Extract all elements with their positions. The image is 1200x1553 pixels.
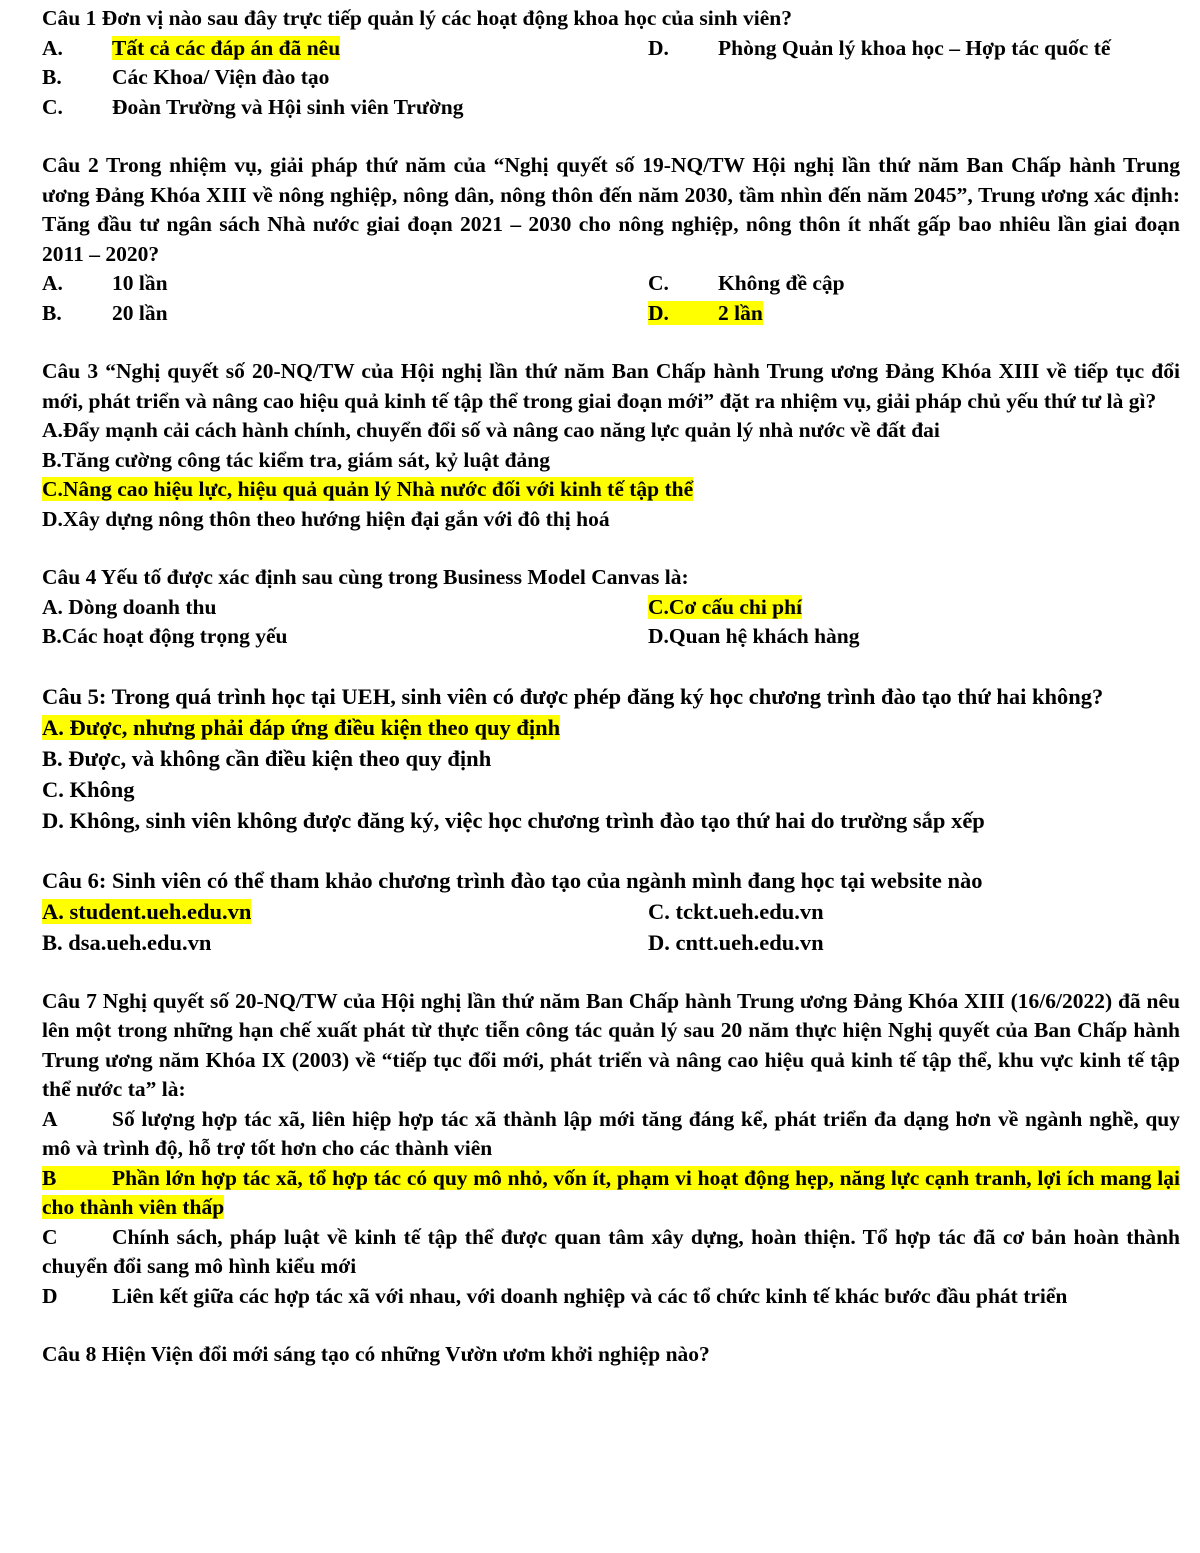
option-a: A. 10 lần — [42, 271, 168, 295]
option-b: B.Các hoạt động trọng yếu — [42, 624, 288, 648]
option-d: D.Xây dựng nông thôn theo hướng hiện đại gắn với đô thị hoá — [42, 506, 610, 531]
option-c: C Chính sách, pháp luật về kinh tế tập thể được quan tâm xây dựng, hoàn thiện. Tổ hợp tác đã cơ bản hoàn thành chuyển đổi sang mô hình kiểu mới — [42, 1224, 1180, 1278]
option-a: A. Dòng doanh thu — [42, 594, 217, 619]
question-1-text: Câu 1 Đơn vị nào sau đây trực tiếp quản lý các hoạt động khoa học của sinh viên? — [42, 6, 792, 30]
question-2 — [42, 151, 1180, 328]
correct-answer: A. student.ueh.edu.vn — [42, 898, 252, 924]
option-b: B. Được, và không cần điều kiện theo quy định — [42, 745, 492, 771]
option-d: D. cntt.ueh.edu.vn — [648, 929, 824, 955]
option-a — [42, 896, 648, 927]
correct-answer: C.Nâng cao hiệu lực, hiệu quả quản lý Nhà nước đối với kinh tế tập thể — [42, 477, 694, 501]
option-b: B. dsa.ueh.edu.vn — [42, 929, 212, 955]
correct-answer: A. Được, nhưng phải đáp ứng điều kiện theo quy định — [42, 714, 561, 740]
quiz-document — [42, 4, 1180, 1370]
option-b: B. Các Khoa/ Viện đào tạo — [42, 65, 330, 89]
correct-answer: C.Cơ cấu chi phí — [648, 594, 803, 619]
question-4-options — [42, 593, 1180, 652]
question-4-text: Câu 4 Yếu tố được xác định sau cùng trong Business Model Canvas là: — [42, 565, 689, 589]
correct-answer: B Phần lớn hợp tác xã, tổ hợp tác có quy mô nhỏ, vốn ít, phạm vi hoạt động hẹp, năng lực cạnh tranh, lợi ích mang lại cho thành viên thấp — [42, 1165, 1180, 1219]
question-3 — [42, 357, 1180, 534]
question-4 — [42, 563, 1180, 652]
option-a: A. Tất cả các đáp án đã nêu — [42, 35, 341, 60]
correct-answer: Tất cả các đáp án đã nêu — [112, 35, 341, 60]
option-b — [42, 1164, 1180, 1223]
option-b: B.Tăng cường công tác kiểm tra, giám sát, kỷ luật đảng — [42, 447, 550, 472]
option-c — [648, 593, 1180, 623]
option-a: A.Đẩy mạnh cải cách hành chính, chuyển đổi số và nâng cao năng lực quản lý nhà nước về đất đai — [42, 418, 940, 442]
option-c: C. Không — [42, 776, 135, 802]
option-c: C. Đoàn Trường và Hội sinh viên Trường — [42, 94, 464, 119]
question-1-options — [42, 34, 1180, 123]
option-c: C. tckt.ueh.edu.vn — [648, 898, 824, 924]
correct-answer: D. 2 lần — [648, 300, 763, 325]
option-d: D. Không, sinh viên không được đăng ký, việc học chương trình đào tạo thứ hai do trường sắp xếp — [42, 807, 985, 833]
option-b: B. 20 lần — [42, 300, 168, 325]
question-8 — [42, 1340, 1180, 1370]
question-5 — [42, 681, 1180, 836]
question-8-text: Câu 8 Hiện Viện đổi mới sáng tạo có những Vườn ươm khởi nghiệp nào? — [42, 1342, 710, 1366]
question-2-options — [42, 269, 1180, 328]
option-d: D Liên kết giữa các hợp tác xã với nhau, với doanh nghiệp và các tổ chức kinh tế khác bước đầu phát triển — [42, 1283, 1068, 1308]
option-d: D. Phòng Quản lý khoa học – Hợp tác quốc tế — [648, 35, 1111, 60]
question-6-options — [42, 896, 1180, 958]
question-7-text: Câu 7 Nghị quyết số 20-NQ/TW của Hội nghị lần thứ năm Ban Chấp hành Trung ương Đảng Khóa XIII (16/6/2022) đã nêu lên một trong những hạn chế xuất phát từ thực tiễn công tác quản lý sau 20 năm thực hiện Nghị quyết của Ban Chấp hành Trung ương năm Khóa IX (2003) về “tiếp tục đổi mới, phát triển và nâng cao hiệu quả kinh tế tập thể, khu vực kinh tế tập thể nước ta” là: — [42, 988, 1180, 1101]
question-2-text: Câu 2 Trong nhiệm vụ, giải pháp thứ năm của “Nghị quyết số 19-NQ/TW Hội nghị lần thứ năm Ban Chấp hành Trung ương Đảng Khóa XIII về nông nghiệp, nông dân, nông thôn đến năm 2030, tầm nhìn đến năm 2045”, Trung ương xác định: Tăng đầu tư ngân sách Nhà nước giai đoạn 2021 – 2030 cho nông nghiệp, nông thôn ít nhất gấp bao nhiêu lần giai đoạn 2011 – 2020? — [42, 153, 1180, 266]
question-5-text: Câu 5: Trong quá trình học tại UEH, sinh viên có được phép đăng ký học chương trình đào tạo thứ hai không? — [42, 683, 1104, 709]
option-a — [42, 712, 1180, 743]
option-d: D.Quan hệ khách hàng — [648, 624, 860, 648]
option-a: A Số lượng hợp tác xã, liên hiệp hợp tác xã thành lập mới tăng đáng kể, phát triển đa dạng hơn về ngành nghề, quy mô và trình độ, hỗ trợ tốt hơn cho các thành viên — [42, 1106, 1180, 1160]
option-d — [648, 299, 1180, 329]
option-c: C. Không đề cập — [648, 271, 845, 295]
question-6 — [42, 865, 1180, 958]
question-3-text: Câu 3 “Nghị quyết số 20-NQ/TW của Hội nghị lần thứ năm Ban Chấp hành Trung ương Đảng Khóa XIII về tiếp tục đổi mới, phát triển và nâng cao hiệu quả kinh tế tập thể trong giai đoạn mới” đặt ra nhiệm vụ, giải pháp chủ yếu thứ tư là gì? — [42, 359, 1180, 413]
question-1 — [42, 4, 1180, 122]
question-6-text: Câu 6: Sinh viên có thể tham khảo chương trình đào tạo của ngành mình đang học tại website nào — [42, 867, 983, 893]
question-7 — [42, 987, 1180, 1312]
option-c — [42, 475, 1180, 505]
